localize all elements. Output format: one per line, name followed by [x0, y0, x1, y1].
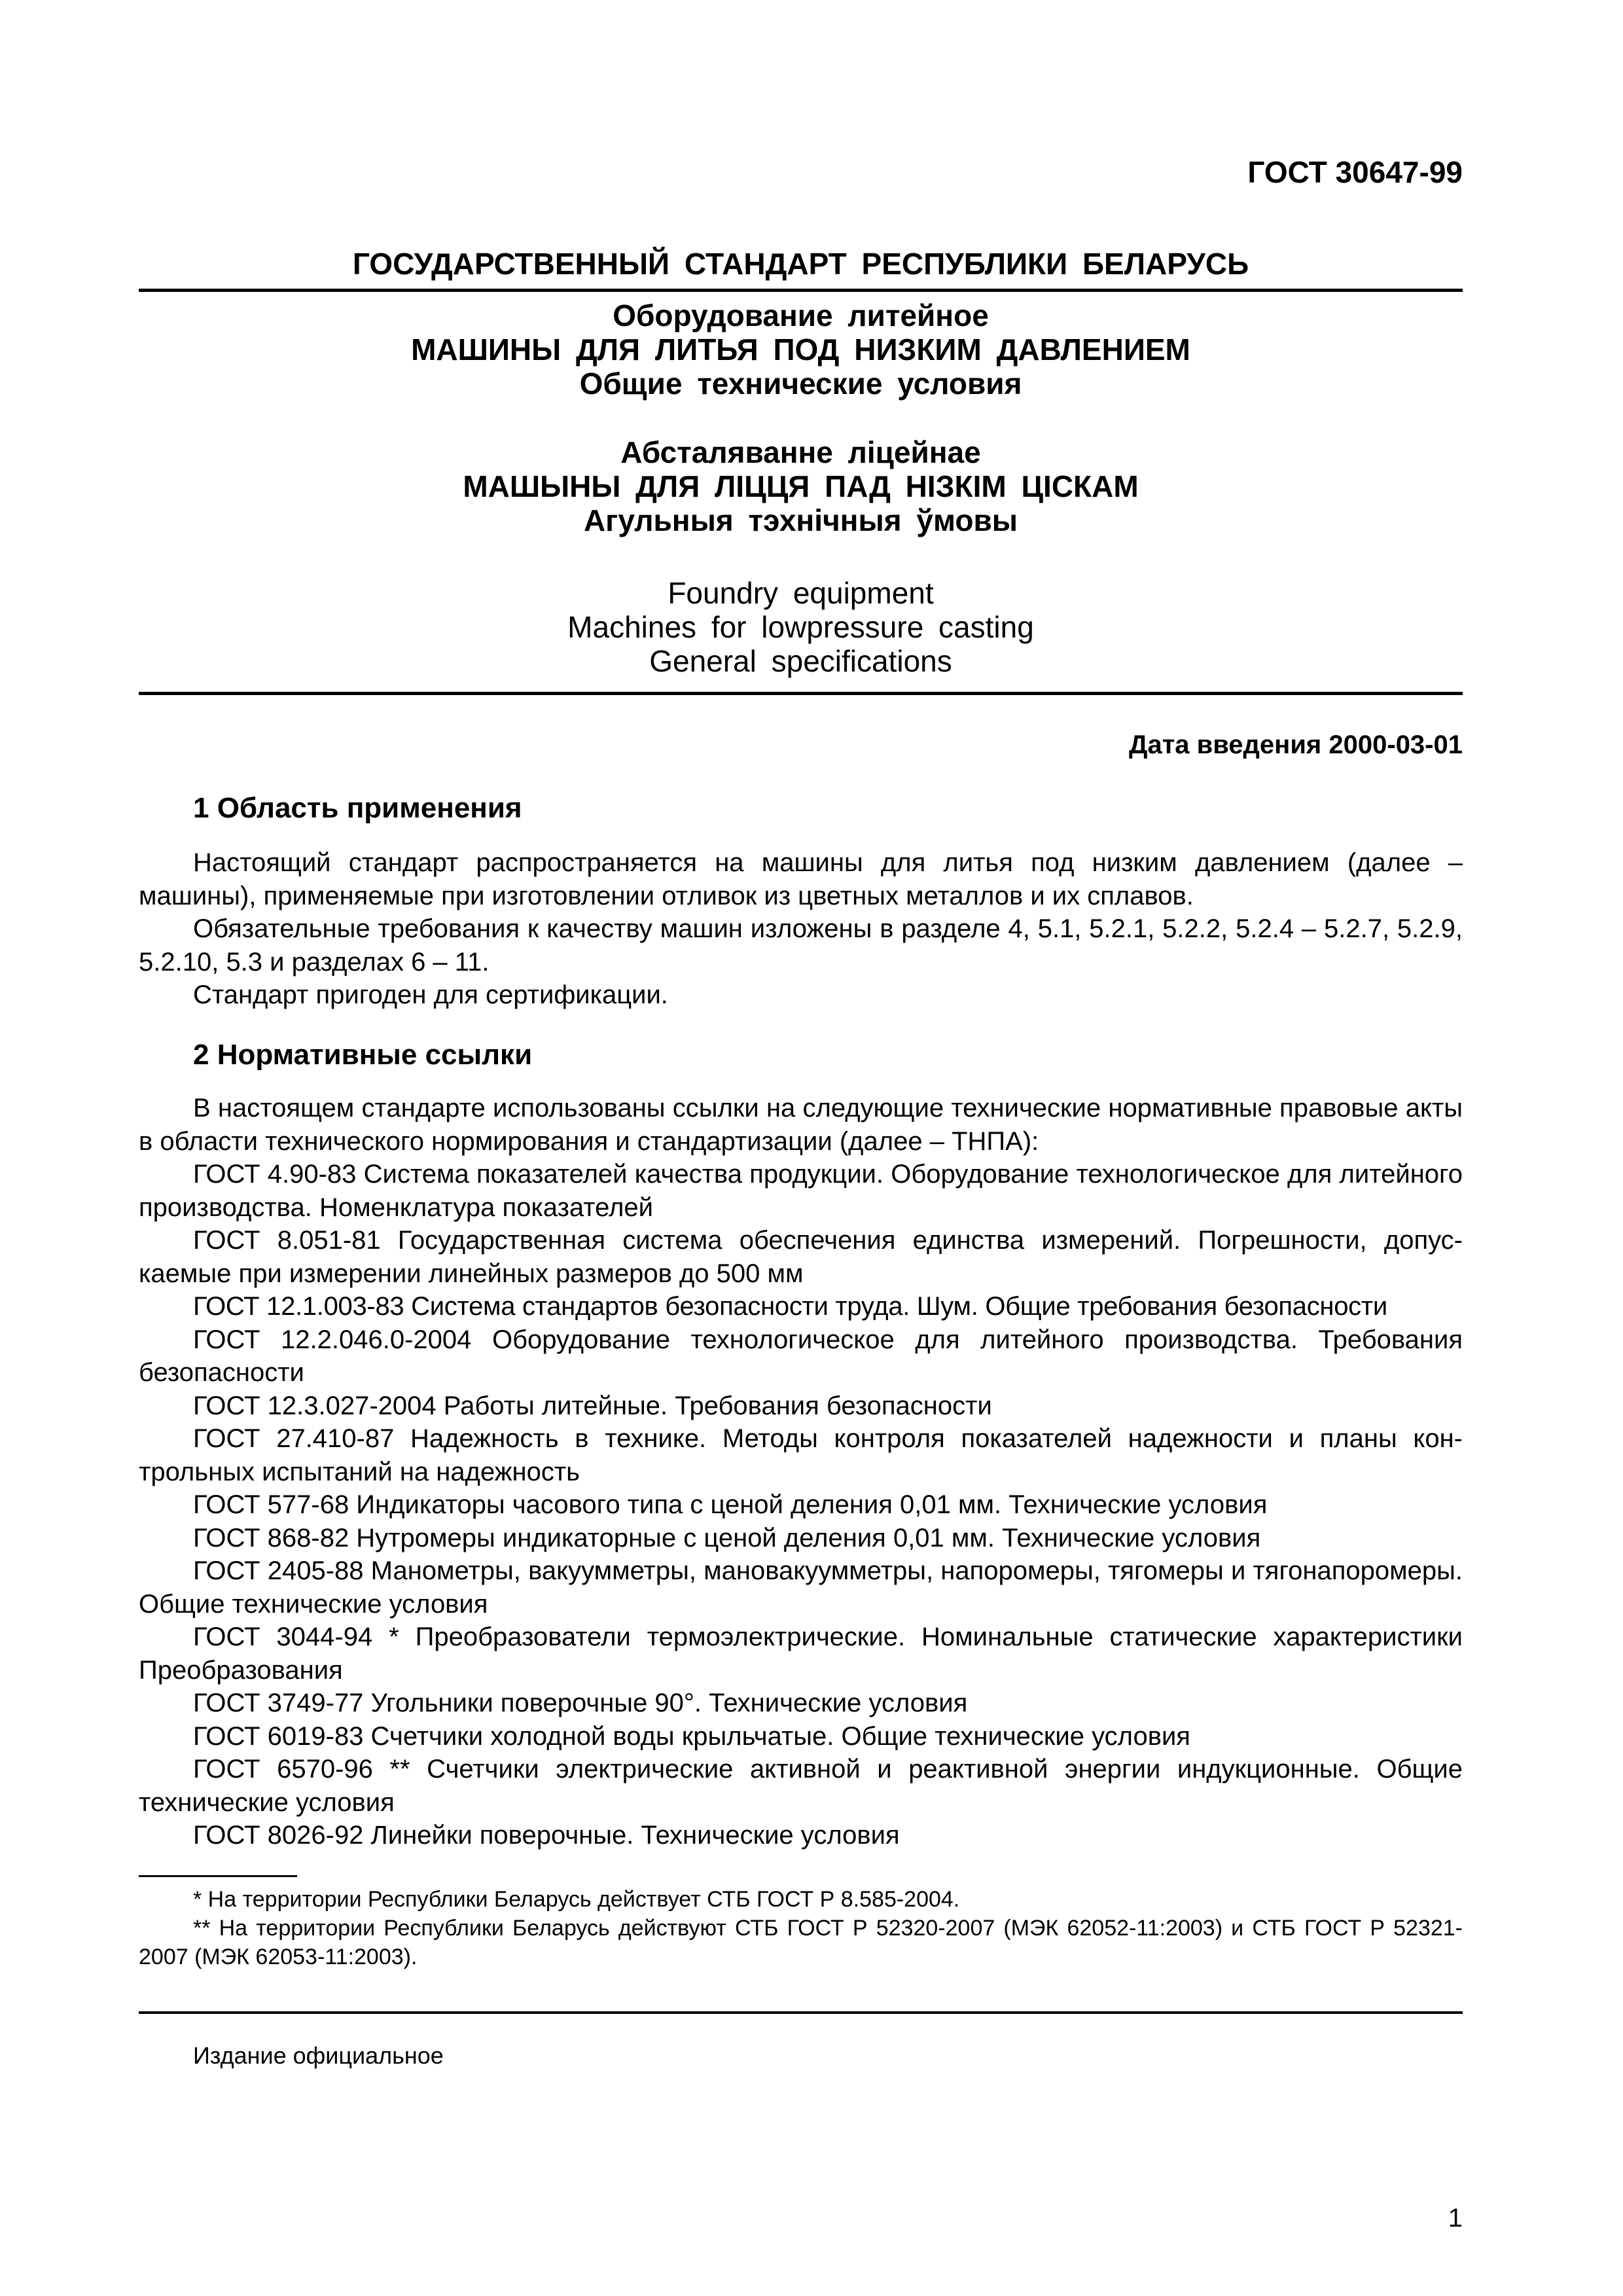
reference-item: ГОСТ 868-82 Нутромеры индикаторные с ценой деления 0,01 мм. Технические условия — [193, 1523, 1261, 1552]
footer-rule — [139, 2011, 1463, 2014]
section-2-heading: 2 Нормативные ссылки — [193, 1039, 533, 1071]
official-edition-label: Издание официальное — [193, 2042, 444, 2069]
reference-item: ГОСТ 12.3.027-2004 Работы литейные. Требования безопасности — [193, 1391, 992, 1420]
reference-item: ГОСТ 2405-88 Манометры, вакуумметры, мановакуумметры, напоромеры, тягомеры и тягонапоромеры. Общие технические условия — [139, 1556, 1463, 1619]
document-code: ГОСТ 30647-99 — [1247, 155, 1463, 189]
reference-item: ГОСТ 6570-96 ** Счетчики электрические активной и реактивной энергии индукционные. Общие технические условия — [139, 1755, 1463, 1817]
reference-item: ГОСТ 8026-92 Линейки поверочные. Технические условия — [193, 1821, 900, 1850]
section-1-body — [139, 846, 1463, 1012]
title-en-line-3: General specifications — [649, 644, 952, 678]
paragraph: В настоящем стандарте использованы ссылки на следующие технические нормативные правовые акты в области технического нормирования и стандартизации (далее – ТНПА): — [139, 1094, 1463, 1156]
title-belarusian — [139, 435, 1463, 537]
page-number: 1 — [1448, 2204, 1463, 2233]
paragraph: Обязательные требования к качеству машин изложены в разделе 4, 5.1, 5.2.1, 5.2.2, 5.2.4 – 5.2.7, 5.2.9, 5.2.10, 5.3 и разделах 6 – 11. — [139, 914, 1463, 977]
title-be-line-2: МАШЫНЫ ДЛЯ ЛІЦЦЯ ПАД НІЗКІМ ЦІСКАМ — [463, 469, 1139, 503]
footnote: ** На территории Республики Беларусь действуют СТБ ГОСТ Р 52320-2007 (МЭК 62052-11:2003) и СТБ ГОСТ Р 52321-2007 (МЭК 62053-11:2003). — [139, 1916, 1463, 1969]
title-en-line-1: Foundry equipment — [668, 576, 934, 610]
state-standard-heading: ГОСУДАРСТВЕННЫЙ СТАНДАРТ РЕСПУБЛИКИ БЕЛАРУСЬ — [352, 247, 1249, 281]
reference-item: ГОСТ 8.051-81 Государственная система обеспечения единства измерений. Погрешности, допускаемые при измерении линейных размеров до 500 мм — [139, 1226, 1463, 1288]
footnotes — [139, 1885, 1463, 1971]
reference-item: ГОСТ 3749-77 Угольники поверочные 90°. Технические условия — [193, 1689, 968, 1717]
paragraph: Настоящий стандарт распространяется на машины для литья под низким давлением (далее – машины), применяемые при изготовлении отливок из цветных металлов и их сплавов. — [139, 848, 1463, 910]
reference-item: ГОСТ 12.1.003-83 Система стандартов безопасности труда. Шум. Общие требования безопасности — [193, 1292, 1387, 1321]
section-2-body — [139, 1092, 1463, 1852]
footnote-separator — [139, 1875, 297, 1877]
title-ru-line-1: Оборудование литейное — [613, 298, 989, 332]
top-rule — [139, 289, 1463, 292]
title-ru-line-3: Общие технические условия — [579, 367, 1022, 401]
reference-item: ГОСТ 27.410-87 Надежность в технике. Методы контроля показателей надежности и планы контрольных испытаний на надежность — [139, 1424, 1463, 1486]
title-bottom-rule — [139, 692, 1463, 695]
title-ru-line-2: МАШИНЫ ДЛЯ ЛИТЬЯ ПОД НИЗКИМ ДАВЛЕНИЕМ — [411, 332, 1190, 367]
title-be-line-3: Агульныя тэхнічныя ўмовы — [583, 503, 1018, 537]
title-be-line-1: Абсталяванне ліцейнае — [620, 435, 981, 469]
title-en-line-2: Machines for lowpressure casting — [567, 610, 1034, 644]
reference-item: ГОСТ 4.90-83 Система показателей качества продукции. Оборудование технологическое для литейного производства. Номенклатура показателей — [139, 1160, 1463, 1222]
reference-item: ГОСТ 12.2.046.0-2004 Оборудование технологическое для литейного производства. Требования безопасности — [139, 1325, 1463, 1387]
reference-item: ГОСТ 6019-83 Счетчики холодной воды крыльчатые. Общие технические условия — [193, 1721, 1190, 1751]
title-english — [139, 576, 1463, 678]
title-russian — [139, 298, 1463, 401]
introduction-date: Дата введения 2000-03-01 — [1128, 730, 1463, 759]
reference-item: ГОСТ 577-68 Индикаторы часового типа с ценой деления 0,01 мм. Технические условия — [193, 1490, 1268, 1519]
footnote: * На территории Республики Беларусь действует СТБ ГОСТ Р 8.585-2004. — [193, 1887, 960, 1912]
reference-item: ГОСТ 3044-94 * Преобразователи термоэлектрические. Номинальные статические характеристики Преобразования — [139, 1623, 1463, 1685]
section-1-heading: 1 Область применения — [193, 792, 522, 824]
paragraph: Стандарт пригоден для сертификации. — [193, 980, 668, 1009]
